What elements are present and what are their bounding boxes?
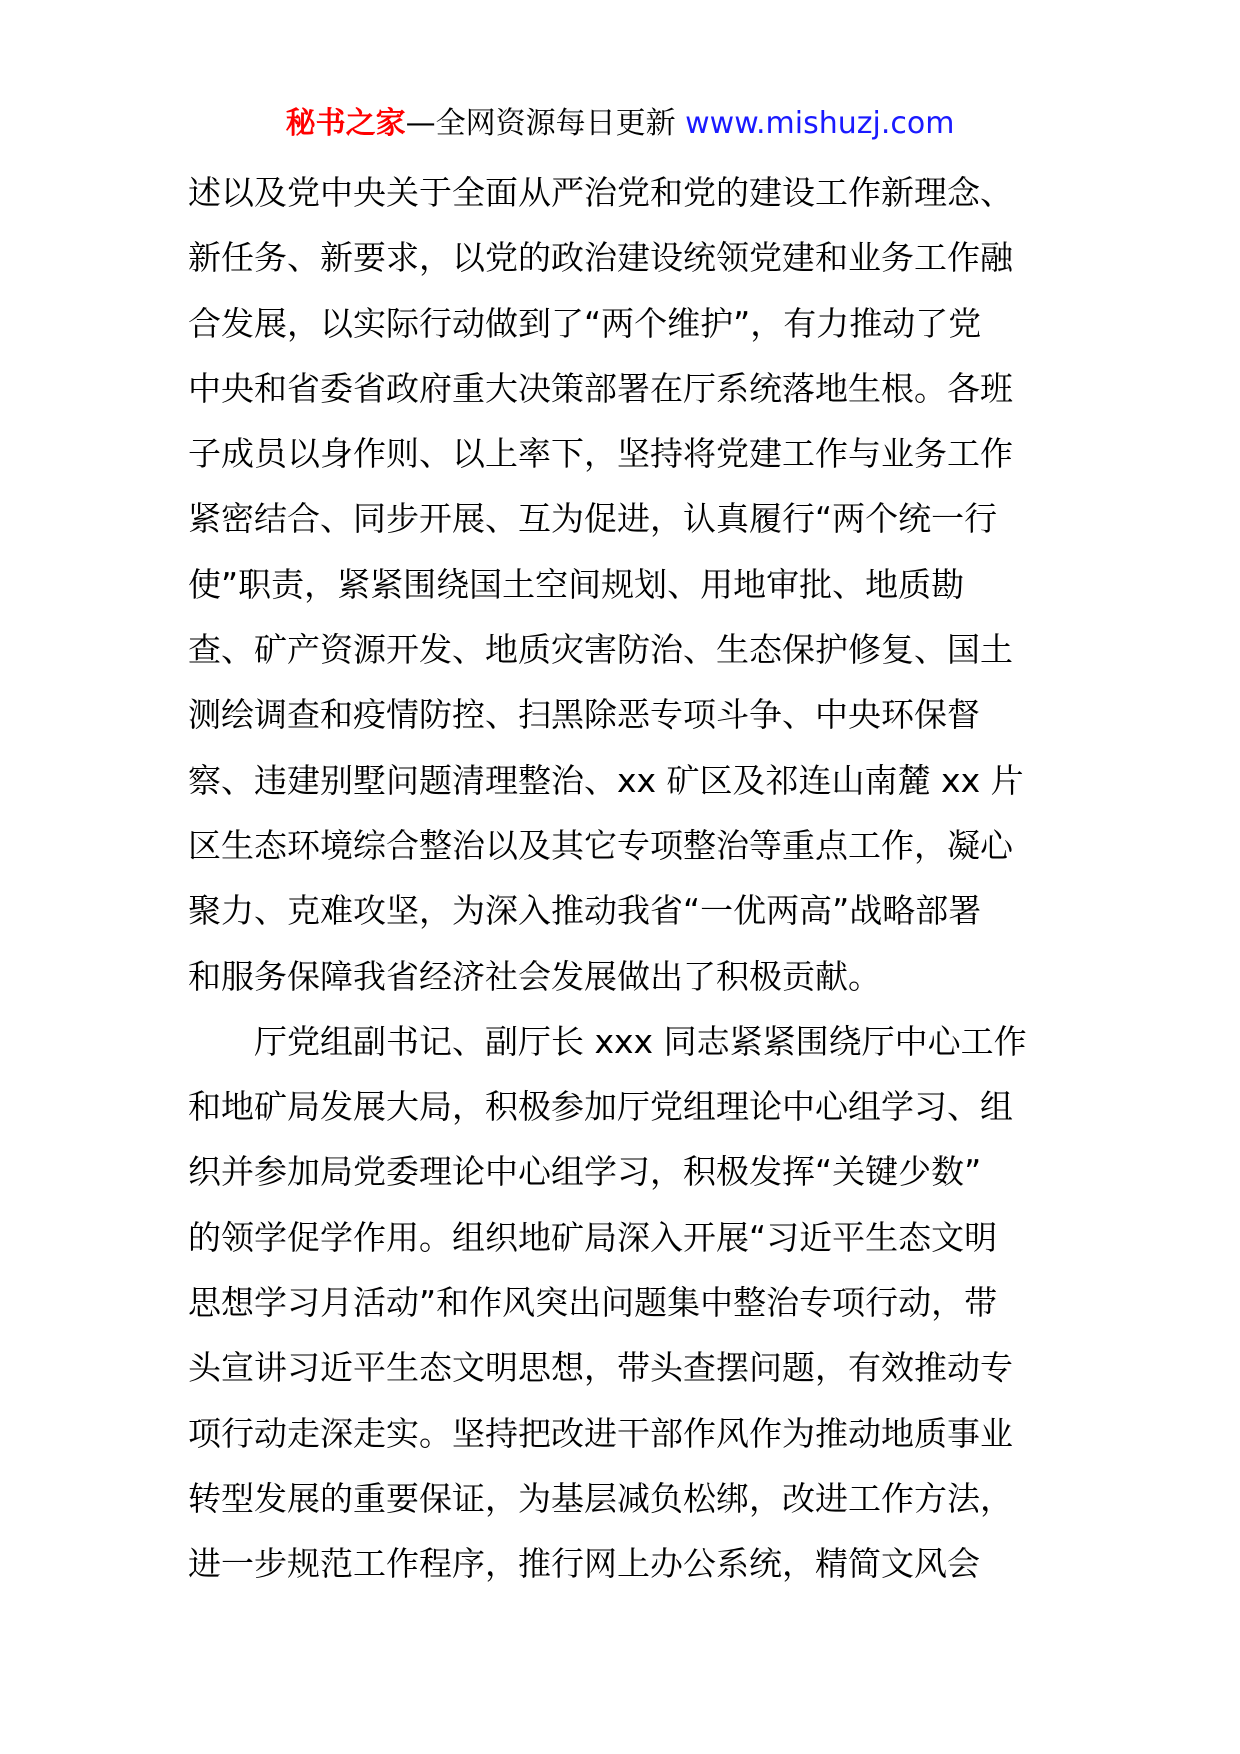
text-line: 测绘调查和疫情防控、扫黑除恶专项斗争、中央环保督 xyxy=(188,695,980,735)
text-line: 查、矿产资源开发、地质灾害防治、生态保护修复、国土 xyxy=(188,630,1013,670)
text-line: 的领学促学作用。组织地矿局深入开展“习近平生态文明 xyxy=(188,1217,998,1257)
brand-name: 秘书之家 xyxy=(285,106,406,141)
text-line: 区生态环境综合整治以及其它专项整治等重点工作，凝心 xyxy=(188,825,1013,865)
text-line: 和服务保障我省经济社会发展做出了积极贡献。 xyxy=(188,956,881,996)
text-line: 新任务、新要求，以党的政治建设统领党建和业务工作融 xyxy=(188,238,1013,278)
text-line: 头宣讲习近平生态文明思想，带头查摆问题，有效推动专 xyxy=(188,1348,1013,1388)
paragraph-first-line: 厅党组副书记、副厅长 xxx 同志紧紧围绕厅中心工作 xyxy=(254,1021,1027,1061)
website-link[interactable]: www.mishuzj.com xyxy=(685,106,955,141)
text-line: 中央和省委省政府重大决策部署在厅系统落地生根。各班 xyxy=(188,368,1013,408)
text-line: 项行动走深走实。坚持把改进干部作风作为推动地质事业 xyxy=(188,1413,1013,1453)
text-line: 聚力、克难攻坚，为深入推动我省“一优两高”战略部署 xyxy=(188,891,982,931)
text-line: 进一步规范工作程序，推行网上办公系统，精简文风会 xyxy=(188,1544,980,1584)
watermark-header xyxy=(0,98,1240,150)
text-line: 紧密结合、同步开展、互为促进，认真履行“两个统一行 xyxy=(188,499,998,539)
text-line: 子成员以身作则、以上率下，坚持将党建工作与业务工作 xyxy=(188,434,1013,474)
text-line: 合发展，以实际行动做到了“两个维护”，有力推动了党 xyxy=(188,303,982,343)
header-slogan: —全网资源每日更新 xyxy=(405,106,686,141)
text-line: 思想学习月活动”和作风突出问题集中整治专项行动，带 xyxy=(188,1283,998,1323)
text-line: 织并参加局党委理论中心组学习，积极发挥“关键少数” xyxy=(188,1152,982,1192)
text-line: 使”职责，紧紧围绕国土空间规划、用地审批、地质勘 xyxy=(188,564,965,604)
text-line: 述以及党中央关于全面从严治党和党的建设工作新理念、 xyxy=(188,173,1013,212)
text-line: 转型发展的重要保证，为基层减负松绑，改进工作方法， xyxy=(188,1478,1013,1518)
text-line: 和地矿局发展大局，积极参加厅党组理论中心组学习、组 xyxy=(188,1087,1013,1127)
document-body xyxy=(188,160,1058,1597)
text-line: 察、违建别墅问题清理整治、xx 矿区及祁连山南麓 xx 片 xyxy=(188,760,1024,800)
